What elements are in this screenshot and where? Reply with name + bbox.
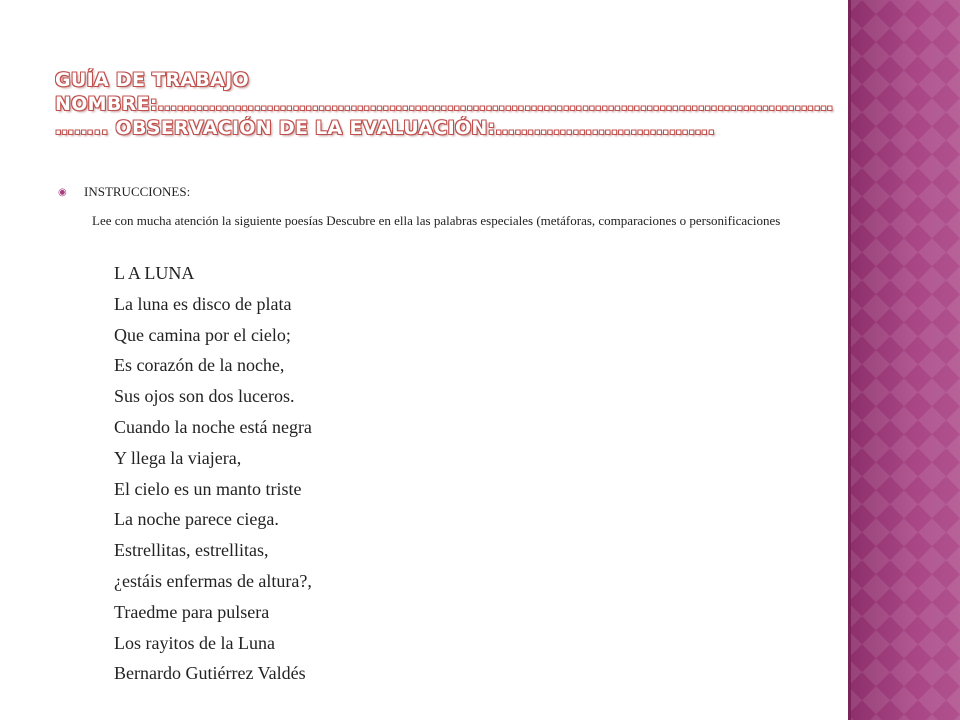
poem-verse: Estrellitas, estrellitas,: [114, 540, 269, 561]
poem-verse: ¿estáis enfermas de altura?,: [114, 570, 312, 591]
title-line-observacion: …….. OBSERVACIÓN DE LA EVALUACIÓN:…………………………….: [55, 117, 716, 139]
poem-verse: Y llega la viajera,: [114, 447, 242, 468]
poem-title: L A LUNA: [114, 263, 195, 283]
poem-verse: Es corazón de la noche,: [114, 355, 285, 376]
slide-title: [55, 68, 835, 140]
poem-verse: La luna es disco de plata: [114, 293, 292, 314]
poem-verse: Sus ojos son dos luceros.: [114, 386, 295, 407]
circle-bullet-icon: ◉: [58, 186, 67, 198]
poem-verse: Traedme para pulsera: [114, 601, 270, 622]
poem-verse: El cielo es un manto triste: [114, 478, 302, 499]
instructions-label: INSTRUCCIONES:: [84, 184, 191, 199]
poem: [114, 258, 312, 689]
instructions-text: Lee con mucha atención la siguiente poesías Descubre en ella las palabras especiales (metáforas, comparaciones o personificaciones: [92, 213, 781, 228]
poem-verse: Cuando la noche está negra: [114, 416, 312, 437]
decorative-side-panel: [848, 0, 960, 720]
poem-verse: Los rayitos de la Luna: [114, 632, 275, 653]
instructions-bullet: [58, 184, 190, 200]
poem-verse: Que camina por el cielo;: [114, 324, 291, 345]
title-line-nombre: NOMBRE:……………………………………………………………………………………………: [55, 93, 834, 115]
poem-verse: La noche parece ciega.: [114, 509, 279, 530]
poem-author: Bernardo Gutiérrez Valdés: [114, 663, 306, 684]
title-line-guia: GUÍA DE TRABAJO: [55, 69, 249, 91]
